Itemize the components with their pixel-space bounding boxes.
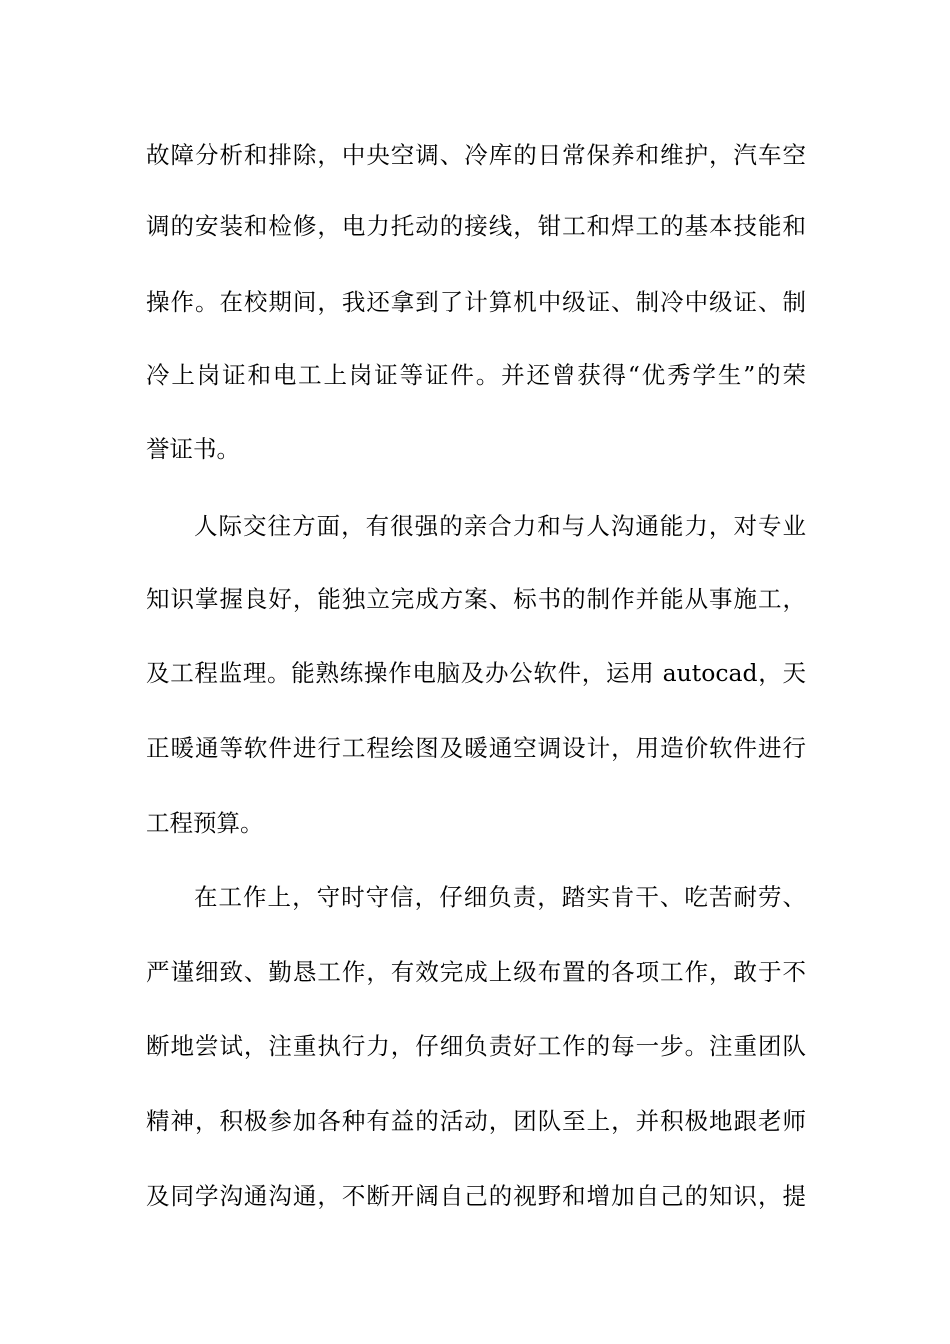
paragraph-1-line-5: 誉证书。 xyxy=(146,435,240,463)
paragraph-1-line-4: 冷上岗证和电工上岗证等证件。并还曾获得“优秀学生”的荣 xyxy=(146,361,806,389)
paragraph-3-line-5: 及同学沟通沟通，不断开阔自己的视野和增加自己的知识，提 xyxy=(146,1182,806,1210)
paragraph-3-line-4: 精神，积极参加各种有益的活动，团队至上，并积极地跟老师 xyxy=(146,1107,806,1135)
paragraph-1-line-2: 调的安装和检修，电力托动的接线，钳工和焊工的基本技能和 xyxy=(146,212,806,240)
paragraph-2-line-2: 知识掌握良好，能独立完成方案、标书的制作并能从事施工， xyxy=(146,585,806,613)
paragraph-3-line-1: 在工作上，守时守信，仔细负责，踏实肯干、吃苦耐劳、 xyxy=(194,883,806,911)
paragraph-2-line-4: 正暖通等软件进行工程绘图及暖通空调设计，用造价软件进行 xyxy=(146,734,806,762)
paragraph-2-line-5: 工程预算。 xyxy=(146,809,264,837)
paragraph-3-line-2: 严谨细致、勤恳工作，有效完成上级布置的各项工作，敢于不 xyxy=(146,958,806,986)
paragraph-1-line-1: 故障分析和排除，中央空调、冷库的日常保养和维护，汽车空 xyxy=(146,141,806,169)
paragraph-1-line-3: 操作。在校期间，我还拿到了计算机中级证、制冷中级证、制 xyxy=(146,288,806,316)
paragraph-2-line-3: 及工程监理。能熟练操作电脑及办公软件，运用 autocad，天 xyxy=(146,659,806,687)
paragraph-2-line-1: 人际交往方面，有很强的亲合力和与人沟通能力，对专业 xyxy=(194,512,806,540)
paragraph-3-line-3: 断地尝试，注重执行力，仔细负责好工作的每一步。注重团队 xyxy=(146,1032,806,1060)
